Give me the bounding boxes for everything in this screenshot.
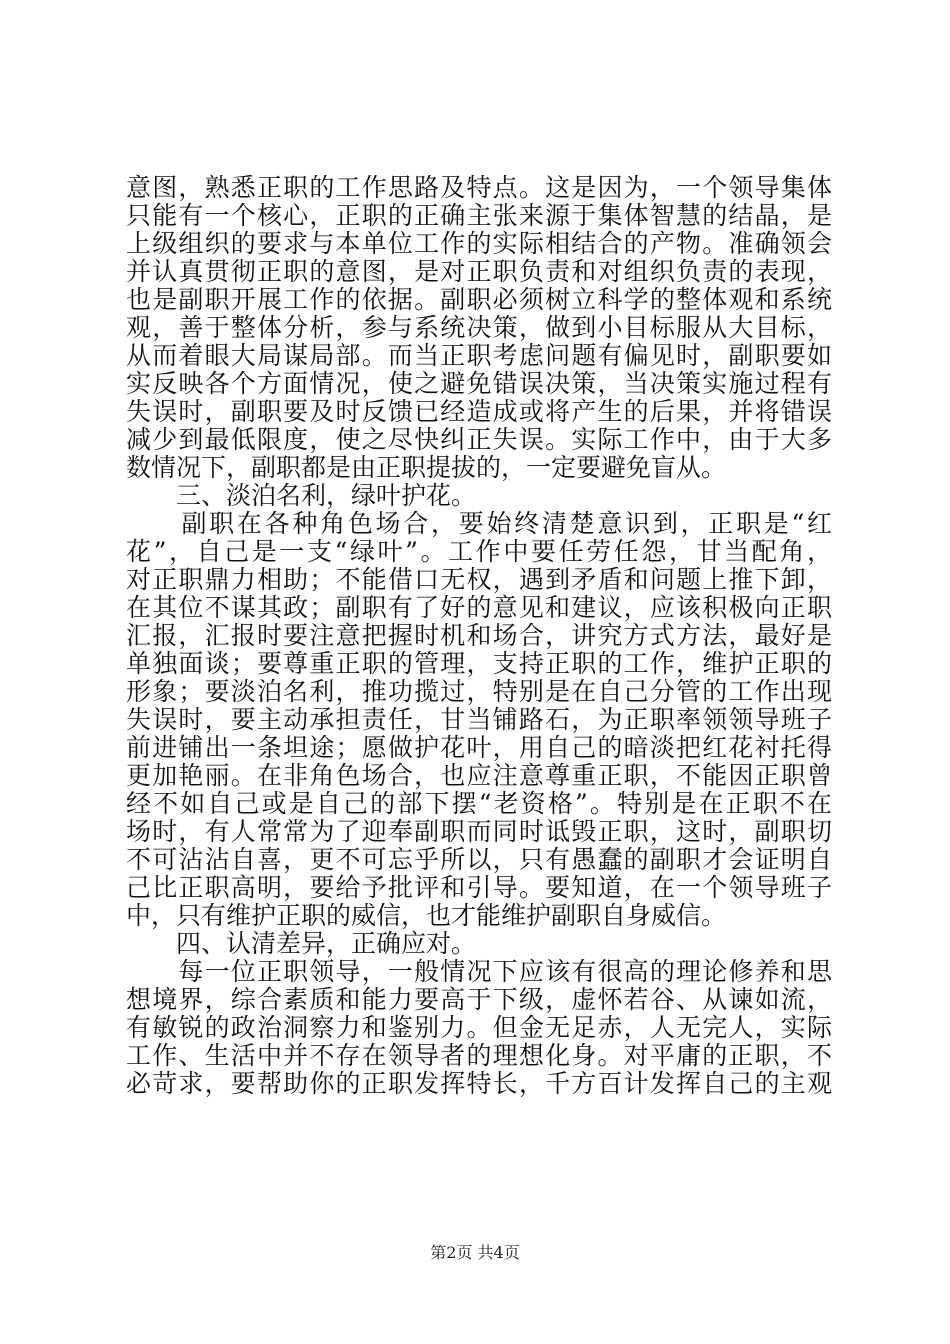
document-body [126,174,832,1098]
text-line: 也是副职开展工作的依据。副职必须树立科学的整体观和系统 [126,286,832,314]
text-line: 有敏锐的政治洞察力和鉴别力。但金无足赤，人无完人，实际 [126,1014,832,1042]
text-line: 每一位正职领导，一般情况下应该有很高的理论修养和思 [126,958,832,986]
text-line: 副职在各种角色场合，要始终清楚意识到，正职是“红 [126,510,832,538]
text-line: 己比正职高明，要给予批评和引导。要知道，在一个领导班子 [126,874,832,902]
text-line: 花”，自己是一支“绿叶”。工作中要任劳任怨，甘当配角， [126,538,832,566]
text-line: 观，善于整体分析，参与系统决策，做到小目标服从大目标， [126,314,832,342]
text-line: 汇报，汇报时要注意把握时机和场合，讲究方式方法，最好是 [126,622,832,650]
text-line: 并认真贯彻正职的意图，是对正职负责和对组织负责的表现， [126,258,832,286]
text-line: 只能有一个核心，正职的正确主张来源于集体智慧的结晶，是 [126,202,832,230]
text-line: 减少到最低限度，使之尽快纠正失误。实际工作中，由于大多 [126,426,832,454]
text-line: 从而着眼大局谋局部。而当正职考虑问题有偏见时，副职要如 [126,342,832,370]
text-line: 中，只有维护正职的威信，也才能维护副职自身威信。 [126,902,727,930]
text-line: 更加艳丽。在非角色场合，也应注意尊重正职，不能因正职曾 [126,762,832,790]
text-line: 形象；要淡泊名利，推功揽过，特别是在自己分管的工作出现 [126,678,832,706]
text-line: 工作、生活中并不存在领导者的理想化身。对平庸的正职，不 [126,1042,832,1070]
text-line: 不可沾沾自喜，更不可忘乎所以，只有愚蠢的副职才会证明自 [126,846,832,874]
text-line: 实反映各个方面情况，使之避免错误决策，当决策实施过程有 [126,370,832,398]
text-line: 三、淡泊名利，绿叶护花。 [126,482,477,510]
text-line: 上级组织的要求与本单位工作的实际相结合的产物。准确领会 [126,230,832,258]
text-line: 想境界，综合素质和能力要高于下级，虚怀若谷、从谏如流， [126,986,832,1014]
text-line: 意图，熟悉正职的工作思路及特点。这是因为，一个领导集体 [126,174,832,202]
text-line: 失误时，要主动承担责任，甘当铺路石，为正职率领领导班子 [126,706,832,734]
text-line: 场时，有人常常为了迎奉副职而同时诋毁正职，这时，副职切 [126,818,832,846]
text-line: 在其位不谋其政；副职有了好的意见和建议，应该积极向正职 [126,594,832,622]
text-line: 失误时，副职要及时反馈已经造成或将产生的后果，并将错误 [126,398,832,426]
text-line: 必苛求，要帮助你的正职发挥特长，千方百计发挥自己的主观 [126,1070,832,1098]
text-line: 数情况下，副职都是由正职提拔的，一定要避免盲从。 [126,454,727,482]
text-line: 对正职鼎力相助；不能借口无权，遇到矛盾和问题上推下卸， [126,566,832,594]
text-line: 前进铺出一条坦途；愿做护花叶，用自己的暗淡把红花衬托得 [126,734,832,762]
text-line: 经不如自己或是自己的部下摆“老资格”。特别是在正职不在 [126,790,832,818]
page-footer: 第2页 共4页 [430,1243,520,1262]
text-line: 四、认清差异，正确应对。 [126,930,477,958]
text-line: 单独面谈；要尊重正职的管理，支持正职的工作，维护正职的 [126,650,832,678]
